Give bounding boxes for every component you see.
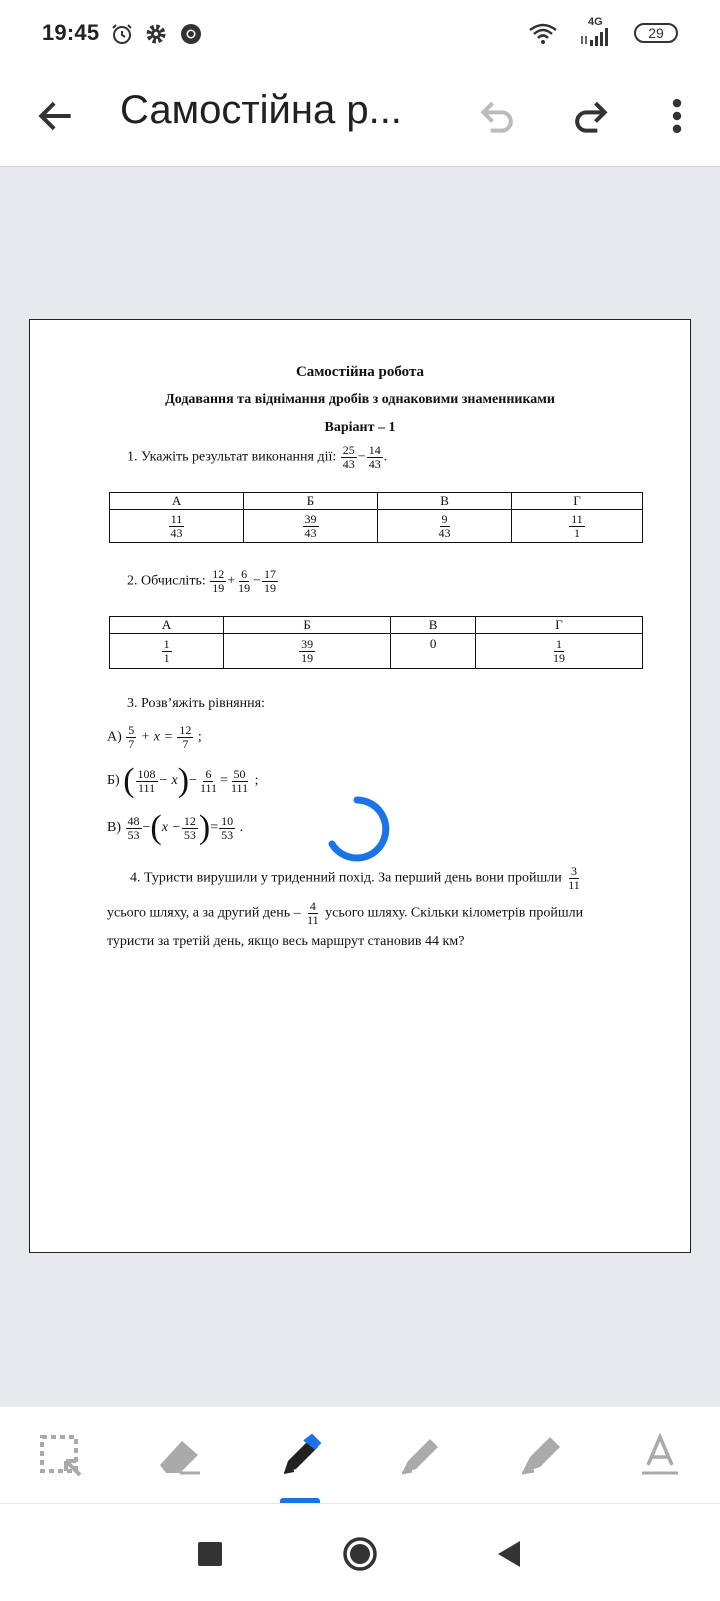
equation-middle: − x bbox=[158, 773, 178, 789]
question-4-line-3: туристи за третій день, якщо весь маршрут становив 44 км? bbox=[107, 934, 465, 949]
option-letter: Г bbox=[512, 493, 643, 510]
more-vert-icon[interactable] bbox=[655, 94, 699, 138]
answer-table-2 bbox=[109, 616, 643, 669]
numerator: 108 bbox=[137, 766, 156, 781]
numerator: 1 bbox=[163, 636, 170, 651]
punctuation: ; bbox=[197, 729, 202, 745]
numerator: 25 bbox=[342, 443, 355, 457]
fraction bbox=[305, 900, 321, 927]
question-2-prompt: 2. Обчисліть: bbox=[127, 573, 206, 589]
denominator: 53 bbox=[127, 827, 140, 842]
denominator: 7 bbox=[128, 737, 135, 751]
equation-middle: + x = bbox=[140, 729, 173, 745]
denominator: 43 bbox=[342, 457, 355, 471]
option-value bbox=[244, 510, 378, 543]
numerator: 6 bbox=[205, 766, 212, 781]
equation-b bbox=[107, 762, 259, 799]
back-arrow-icon[interactable] bbox=[34, 94, 78, 138]
redo-icon[interactable] bbox=[568, 94, 612, 138]
fraction bbox=[566, 865, 582, 892]
numerator: 10 bbox=[221, 813, 234, 828]
answer-table-1 bbox=[109, 492, 643, 543]
numerator: 12 bbox=[212, 567, 225, 581]
recents-button[interactable] bbox=[190, 1534, 230, 1574]
option-value bbox=[110, 634, 224, 669]
question-4-text: усього шляху, а за другий день – bbox=[107, 905, 301, 921]
option-letter: Г bbox=[476, 617, 643, 634]
denominator: 1 bbox=[574, 525, 581, 540]
numerator: 11 bbox=[571, 511, 583, 526]
option-letter: Б bbox=[244, 493, 378, 510]
option-value bbox=[476, 634, 643, 669]
battery-icon bbox=[634, 23, 678, 43]
fraction bbox=[367, 444, 383, 471]
gear-icon bbox=[144, 22, 168, 46]
denominator: 43 bbox=[304, 525, 317, 540]
denominator: 43 bbox=[170, 525, 183, 540]
fraction bbox=[236, 568, 252, 595]
option-value bbox=[224, 634, 391, 669]
denominator: 19 bbox=[212, 581, 225, 595]
equals: = bbox=[220, 773, 228, 789]
option-letter: Б bbox=[224, 617, 391, 634]
denominator: 19 bbox=[238, 581, 251, 595]
right-paren: ) bbox=[198, 809, 211, 846]
eraser-icon[interactable] bbox=[152, 1427, 208, 1483]
numerator: 50 bbox=[233, 766, 246, 781]
doc-variant: Варіант – 1 bbox=[324, 420, 396, 435]
denominator: 7 bbox=[182, 737, 189, 751]
denominator: 43 bbox=[368, 457, 381, 471]
denominator: 19 bbox=[264, 581, 277, 595]
network-type: 4G bbox=[588, 16, 603, 28]
question-3-prompt: 3. Розв’яжіть рівняння: bbox=[127, 696, 265, 711]
question-2 bbox=[127, 568, 279, 595]
pen-icon[interactable] bbox=[272, 1427, 328, 1483]
numerator: 4 bbox=[309, 899, 316, 913]
right-paren: ) bbox=[177, 762, 190, 799]
equals: = bbox=[210, 820, 219, 836]
home-button[interactable] bbox=[340, 1534, 380, 1574]
option-value: 0 bbox=[391, 634, 476, 669]
equation-label: А) bbox=[107, 729, 122, 745]
equation-label: Б) bbox=[107, 773, 120, 789]
fraction bbox=[210, 568, 226, 595]
denominator: 53 bbox=[221, 827, 234, 842]
punctuation: . bbox=[239, 820, 244, 836]
equation-variable: x − bbox=[161, 820, 181, 836]
equation-label: В) bbox=[107, 820, 121, 836]
text-icon[interactable] bbox=[632, 1427, 688, 1483]
alarm-icon bbox=[110, 22, 134, 46]
status-bar bbox=[0, 0, 720, 68]
denominator: 111 bbox=[137, 780, 156, 795]
question-4-text: 4. Туристи вирушили у триденний похід. За перший день вони пройшли bbox=[130, 870, 562, 886]
question-4-line-2 bbox=[107, 900, 583, 927]
option-letter: А bbox=[110, 617, 224, 634]
app-bar bbox=[0, 68, 720, 167]
left-paren: ( bbox=[150, 809, 162, 846]
numerator: 14 bbox=[368, 443, 381, 457]
chrome-icon bbox=[179, 22, 203, 46]
fraction bbox=[136, 768, 158, 795]
status-time: 19:45 bbox=[42, 20, 100, 45]
denominator: 111 bbox=[230, 780, 249, 795]
equation-a bbox=[107, 724, 202, 751]
option-value bbox=[110, 510, 244, 543]
wifi-icon bbox=[528, 22, 558, 46]
numerator: 6 bbox=[241, 567, 248, 581]
denominator: 111 bbox=[199, 780, 218, 795]
equation-c bbox=[107, 809, 244, 846]
denominator: 1 bbox=[163, 650, 170, 665]
numerator: 1 bbox=[556, 636, 563, 651]
option-value bbox=[512, 510, 643, 543]
selection-icon[interactable] bbox=[32, 1427, 88, 1483]
operator: − bbox=[189, 773, 197, 789]
operator: − bbox=[142, 820, 151, 836]
question-4-text: усього шляху. Скільки кілометрів пройшли bbox=[325, 905, 584, 921]
loading-spinner-icon bbox=[322, 794, 392, 864]
question-4-line-1 bbox=[130, 865, 583, 892]
numerator: 11 bbox=[170, 511, 183, 526]
fraction bbox=[177, 724, 193, 751]
fraction bbox=[198, 768, 219, 795]
denominator: 11 bbox=[568, 878, 580, 892]
fraction bbox=[262, 568, 278, 595]
operator: − bbox=[357, 449, 366, 465]
denominator: 19 bbox=[553, 650, 566, 665]
denominator: 43 bbox=[438, 525, 451, 540]
undo-icon[interactable] bbox=[476, 94, 520, 138]
punctuation: ; bbox=[254, 773, 259, 789]
numerator: 48 bbox=[127, 813, 140, 828]
document-title: Самостійна р... bbox=[120, 88, 402, 132]
operator: + bbox=[227, 573, 236, 589]
doc-subtitle: Додавання та віднімання дробів з однаковими знаменниками bbox=[165, 392, 555, 407]
document-page[interactable] bbox=[29, 319, 691, 1253]
fraction bbox=[126, 724, 136, 751]
denominator: 11 bbox=[307, 913, 319, 927]
numerator: 5 bbox=[128, 723, 135, 737]
numerator: 9 bbox=[441, 511, 448, 526]
doc-title: Самостійна робота bbox=[295, 364, 425, 380]
denominator: 53 bbox=[183, 827, 196, 842]
annotation-toolbar bbox=[0, 1407, 720, 1503]
fraction bbox=[126, 815, 142, 842]
operator: − bbox=[253, 573, 262, 589]
highlighter-icon[interactable] bbox=[512, 1427, 568, 1483]
numerator: 3 bbox=[571, 864, 578, 878]
denominator: 19 bbox=[301, 650, 314, 665]
numerator: 12 bbox=[179, 723, 192, 737]
marker-icon[interactable] bbox=[392, 1427, 448, 1483]
question-1-prompt: 1. Укажіть результат виконання дії: bbox=[127, 449, 337, 465]
signal-icon bbox=[580, 26, 612, 46]
option-value bbox=[378, 510, 512, 543]
fraction bbox=[229, 768, 250, 795]
option-letter: В bbox=[378, 493, 512, 510]
back-button[interactable] bbox=[490, 1534, 530, 1574]
battery-level: 29 bbox=[648, 25, 664, 41]
fraction bbox=[341, 444, 357, 471]
fraction bbox=[182, 815, 198, 842]
question-1 bbox=[127, 444, 387, 471]
system-nav-bar bbox=[0, 1503, 720, 1601]
option-letter: А bbox=[110, 493, 244, 510]
punctuation: . bbox=[383, 449, 388, 465]
document-canvas[interactable] bbox=[0, 167, 720, 1407]
numerator: 12 bbox=[183, 813, 196, 828]
fraction bbox=[219, 815, 235, 842]
numerator: 39 bbox=[304, 511, 317, 526]
option-letter: В bbox=[391, 617, 476, 634]
numerator: 39 bbox=[301, 636, 314, 651]
numerator: 17 bbox=[264, 567, 277, 581]
left-paren: ( bbox=[123, 762, 135, 799]
